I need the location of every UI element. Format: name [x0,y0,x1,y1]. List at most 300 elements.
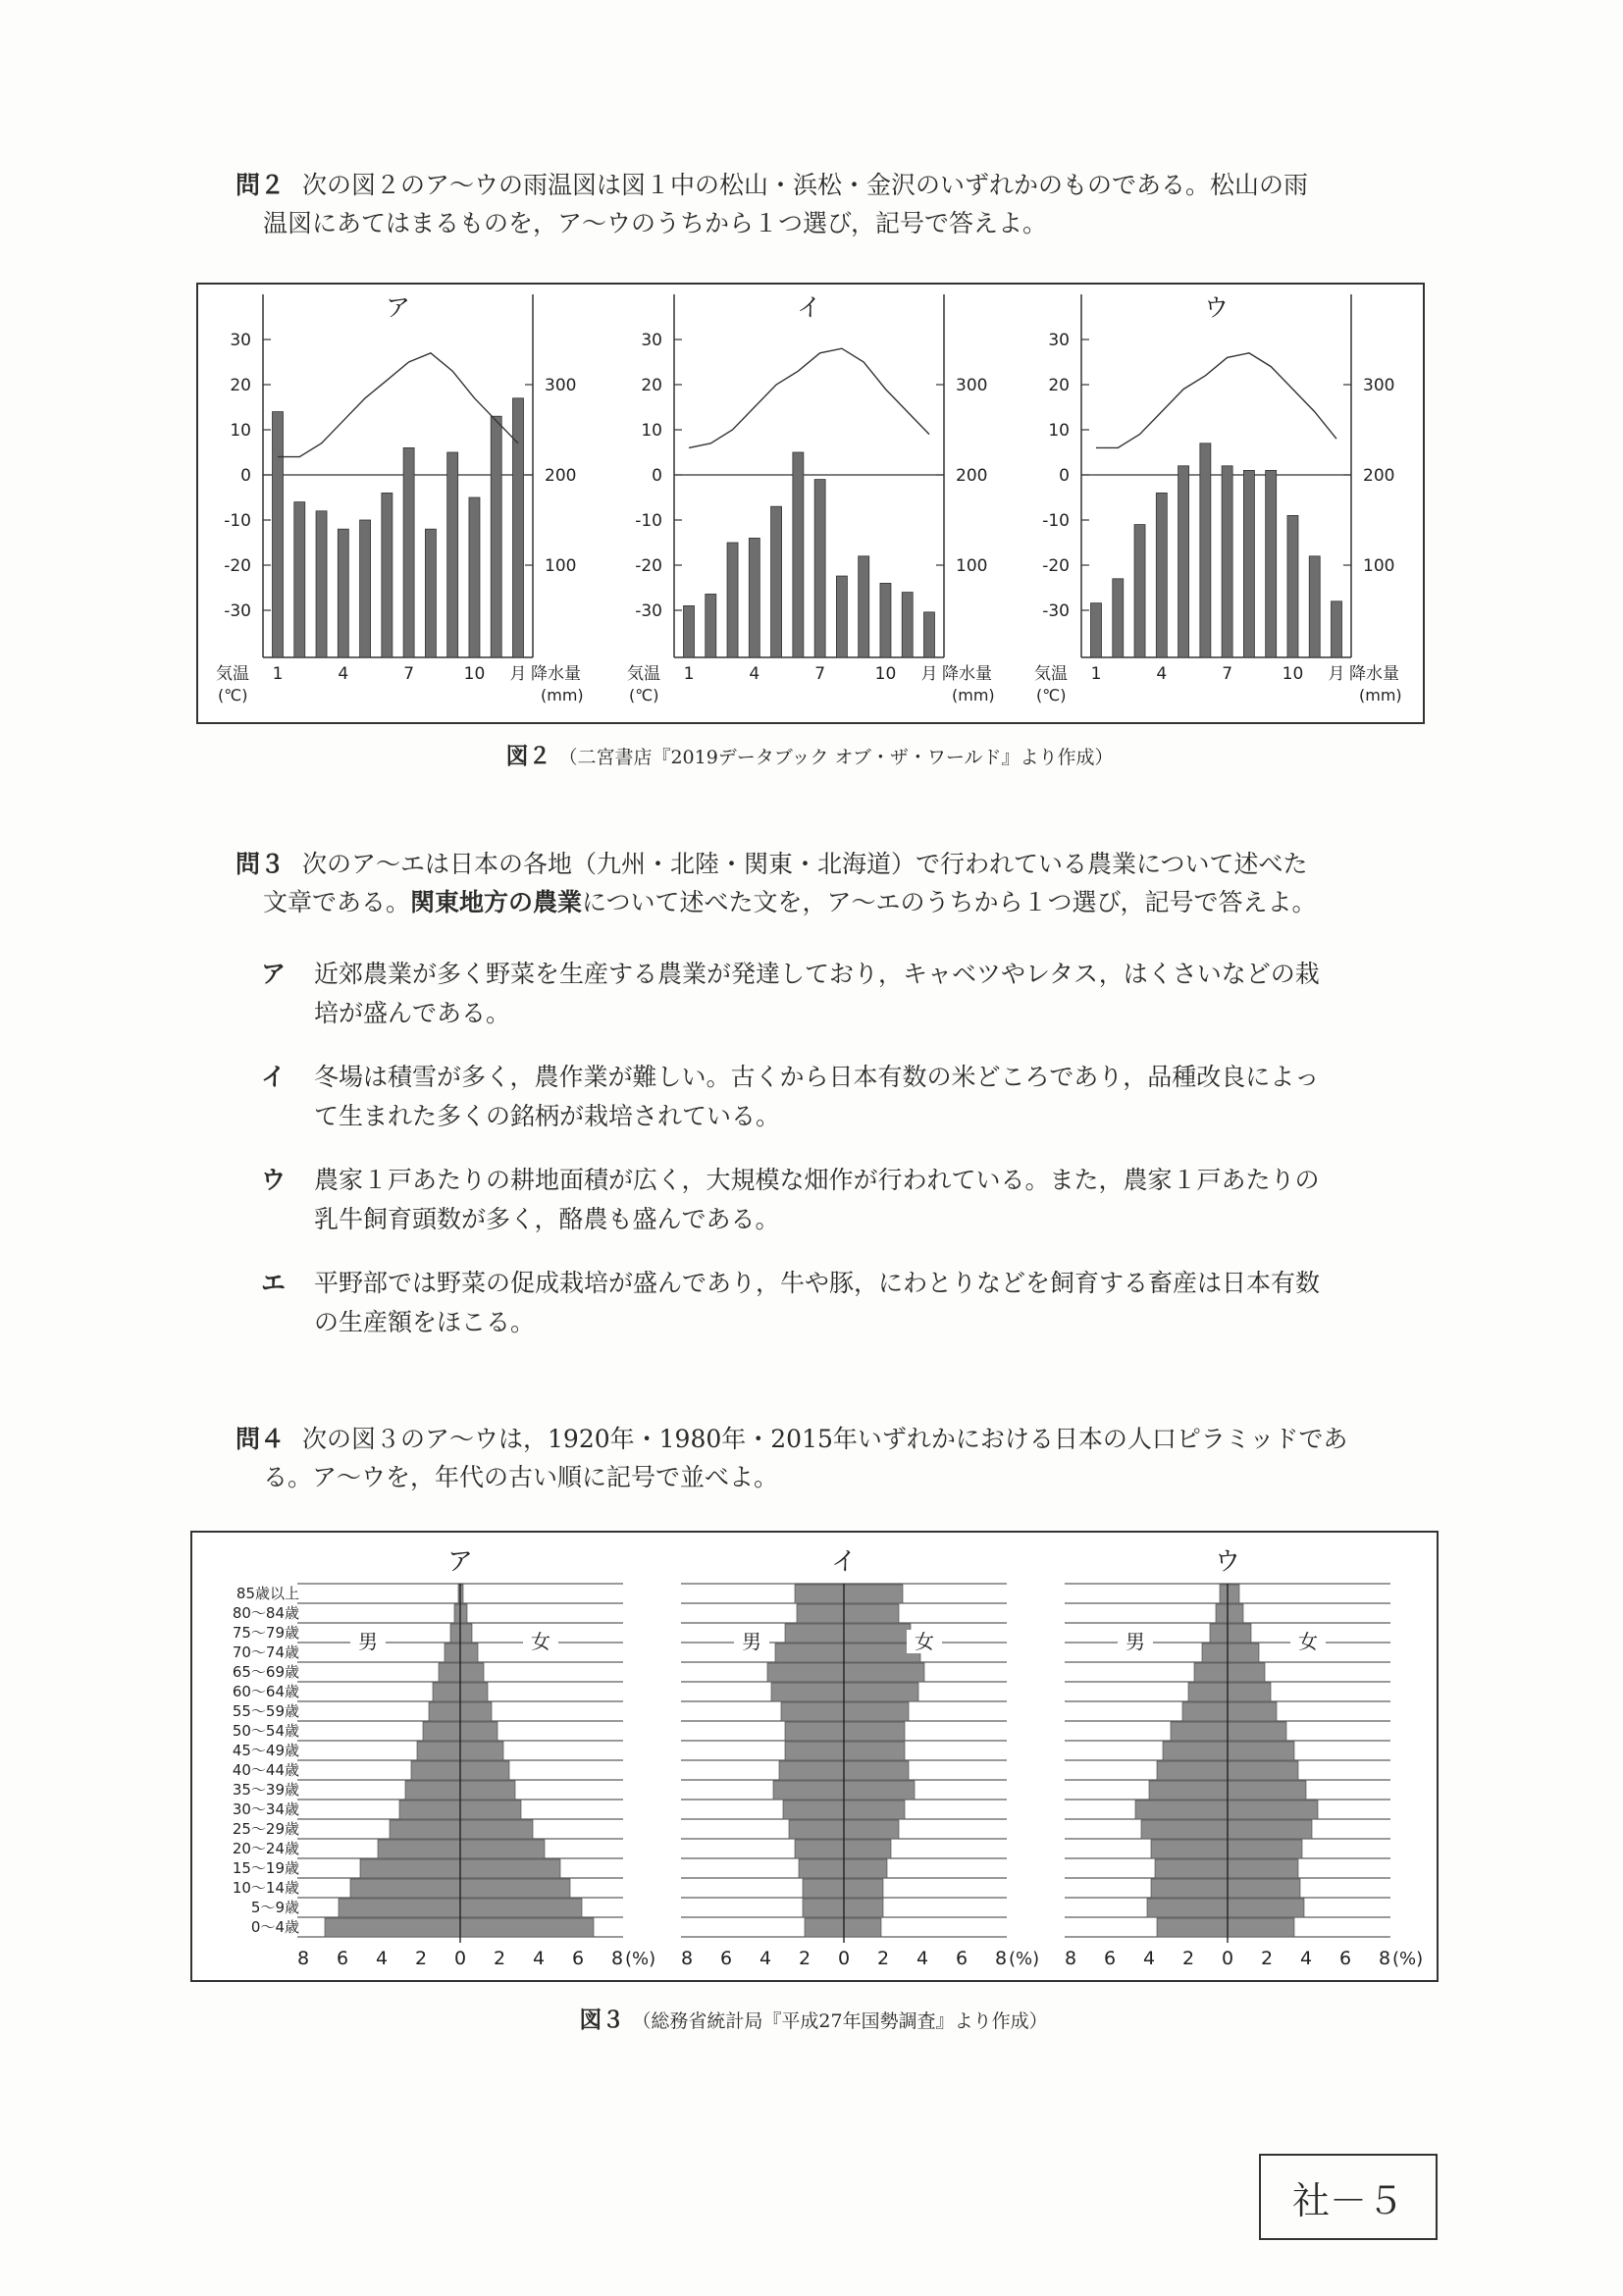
male-bar [1163,1742,1228,1760]
x-tick-label: 8 [680,1948,694,1969]
age-group-label: 55～59歳 [232,1702,299,1720]
male-bar [405,1781,460,1800]
population-pyramid-3 [1065,1547,1423,1969]
age-group-label: 10～14歳 [232,1879,299,1897]
female-bar [460,1820,533,1839]
month-tick-label: 1 [1090,664,1102,684]
male-bar [1194,1663,1228,1682]
temp-tick-label: -30 [224,601,251,621]
male-bar [1188,1683,1228,1701]
female-bar [1228,1840,1302,1858]
month-tick-label: 10 [874,664,897,684]
age-group-label: 25～29歳 [232,1820,299,1838]
precip-bar [749,538,759,657]
male-bar [795,1585,844,1603]
option-text: 農家１戸あたりの耕地面積が広く，大規模な畑作が行われている。また，農家１戸あたりの [314,1166,1320,1194]
figure-source: （二宮書店『2019データブック オブ・ザ・ワールド』より作成） [558,747,1114,768]
x-tick-label: 8 [296,1948,310,1969]
x-tick-label: 8 [1064,1948,1077,1969]
temp-tick-label: -10 [635,511,662,531]
male-bar [439,1663,460,1682]
age-group-label: 30～34歳 [232,1800,299,1818]
precip-bar [859,556,869,657]
age-group-label: 0～4歳 [250,1918,299,1936]
x-tick-label: 2 [1260,1948,1274,1969]
month-tick-label: 1 [683,664,695,684]
precip-bar [902,593,913,657]
male-bar [1135,1800,1228,1819]
x-tick-label: 6 [955,1948,969,1969]
temp-tick-label: -20 [635,556,662,576]
male-bar [789,1820,844,1839]
month-tick-label: 月 [920,664,938,684]
age-group-label: 35～39歳 [232,1781,299,1799]
precip-tick-label: 100 [1363,556,1395,576]
male-bar [1202,1644,1228,1662]
question-number: 問３ [236,850,286,878]
figure-label: 図２ [505,744,551,769]
age-group-label: 20～24歳 [232,1840,299,1857]
climate-chart-1 [216,293,584,704]
x-tick-label: 6 [1338,1948,1352,1969]
month-tick-label: 7 [814,664,826,684]
female-bar [460,1879,570,1898]
option-text: 冬場は積雪が多く，農作業が難しい。古くから日本有数の米どころであり，品種改良によっ [314,1063,1320,1091]
option-label: イ [261,1063,287,1091]
figure-3-caption [190,2002,1437,2034]
male-bar [779,1761,844,1780]
question-text-2c: について述べた文を，ア～エのうちから１つ選び，記号で答えよ。 [582,887,1317,916]
male-bar [411,1761,460,1780]
month-tick-label: 4 [1156,664,1168,684]
precip-bar [836,576,847,657]
x-tick-label: 2 [798,1948,812,1969]
male-bar [325,1918,460,1937]
x-tick-label: 4 [759,1948,772,1969]
x-tick-label: 6 [1103,1948,1117,1969]
male-label: 男 [1126,1630,1145,1653]
figure-2-caption [196,738,1423,770]
precip-axis-unit: (mm) [952,686,995,704]
precip-axis-unit: (mm) [541,686,584,704]
age-group-label: 5～9歳 [250,1899,299,1916]
female-bar [844,1840,891,1858]
chart-title: イ [796,293,822,322]
month-tick-label: 4 [338,664,349,684]
female-bar [1228,1722,1286,1741]
male-bar [1151,1879,1228,1898]
precip-bar [469,497,480,657]
precip-bar [684,605,695,657]
age-group-label: 70～74歳 [232,1644,299,1661]
age-group-label: 45～49歳 [232,1742,299,1759]
male-bar [773,1781,844,1800]
female-bar [460,1840,545,1858]
question-number: 問４ [236,1425,286,1453]
male-bar [445,1644,460,1662]
temperature-line [1096,353,1336,448]
figure-2 [196,283,1425,724]
age-group-label: 75～79歳 [232,1624,299,1642]
male-bar [803,1899,844,1917]
x-tick-label: 4 [916,1948,929,1969]
precip-axis-label: 降水量 [531,664,581,684]
precip-bar [1178,466,1189,657]
month-tick-label: 10 [463,664,486,684]
male-bar [390,1820,460,1839]
female-bar [1228,1742,1294,1760]
male-bar [781,1702,844,1721]
female-bar [460,1742,503,1760]
male-bar [1155,1859,1228,1878]
month-tick-label: 1 [272,664,284,684]
male-bar [1182,1702,1228,1721]
x-tick-label: 6 [571,1948,585,1969]
female-label: 女 [531,1630,550,1653]
question-text: 次の図２のア～ウの雨温図は図１中の松山・浜松・金沢のいずれかのものである。松山の雨 [302,171,1309,199]
option-text-cont: の生産額をほこる。 [314,1308,536,1336]
temp-tick-label: 20 [1048,376,1070,395]
precip-bar [1332,601,1342,657]
female-bar [1228,1918,1294,1937]
option-a [261,955,1439,1033]
precip-bar [924,612,935,657]
pyramid-title: イ [830,1547,858,1577]
pyramid-title: ウ [1214,1547,1241,1577]
x-tick-label: 2 [414,1948,428,1969]
temp-axis-label: 気温 [1034,664,1068,684]
age-group-label: 80～84歳 [232,1604,299,1622]
temp-tick-label: 30 [641,331,662,350]
male-bar [399,1800,460,1819]
precip-tick-label: 200 [956,466,988,486]
question-text-2: る。ア～ウを，年代の古い順に記号で並べよ。 [263,1462,779,1491]
precip-bar [1287,515,1298,657]
precip-bar [1156,493,1167,657]
temp-tick-label: 0 [240,466,251,486]
precip-tick-label: 300 [1363,376,1395,395]
precip-bar [1222,466,1232,657]
precip-bar [447,452,458,657]
x-tick-label: 8 [1378,1948,1391,1969]
option-text-cont: 乳牛飼育頭数が多く，酪農も盛んである。 [314,1205,780,1233]
x-tick-label: 8 [994,1948,1008,1969]
x-tick-label: 0 [453,1948,467,1969]
precip-bar [338,529,348,657]
temp-tick-label: -20 [1042,556,1070,576]
female-bar [1228,1859,1298,1878]
temp-axis-label: 気温 [627,664,660,684]
female-bar [460,1800,521,1819]
female-bar [460,1761,509,1780]
month-tick-label: 4 [749,664,760,684]
precip-bar [294,502,305,657]
age-group-label: 65～69歳 [232,1663,299,1681]
pct-label: (%) [625,1949,656,1969]
precip-bar [1113,579,1124,657]
temp-tick-label: 30 [1048,331,1070,350]
precip-bar [491,416,501,657]
male-bar [350,1879,460,1898]
age-group-label: 50～54歳 [232,1722,299,1740]
question-text-2: 温図にあてはまるものを，ア～ウのうちから１つ選び，記号で答えよ。 [263,208,1048,237]
female-bar [844,1663,924,1682]
month-tick-label: 7 [1222,664,1233,684]
female-bar [460,1663,484,1682]
x-tick-label: 4 [1299,1948,1313,1969]
female-bar [1228,1879,1300,1898]
temp-tick-label: 20 [230,376,251,395]
age-group-label: 40～44歳 [232,1761,299,1779]
male-bar [1171,1722,1228,1741]
female-bar [844,1899,883,1917]
female-label: 女 [915,1630,934,1653]
precip-bar [1243,470,1254,657]
temp-tick-label: 30 [230,331,251,350]
female-bar [1228,1702,1277,1721]
male-bar [783,1800,844,1819]
precip-tick-label: 100 [545,556,577,576]
pct-label: (%) [1392,1949,1424,1969]
option-label: ア [261,960,287,988]
male-bar [339,1899,460,1917]
male-bar [785,1624,844,1643]
page-number: 社－５ [1259,2154,1438,2240]
precip-bar [273,412,284,657]
option-e [261,1264,1439,1342]
question-text-2a: 文章である。 [263,887,411,916]
precip-axis-label: 降水量 [1349,664,1399,684]
male-label: 男 [742,1630,761,1653]
male-bar [799,1859,844,1878]
precip-bar [1091,603,1102,657]
x-tick-label: 6 [336,1948,349,1969]
option-text-cont: て生まれた多くの銘柄が栽培されている。 [314,1102,781,1130]
precip-axis-label: 降水量 [942,664,992,684]
male-bar [1149,1781,1228,1800]
age-group-label: 85歳以上 [236,1585,299,1602]
question-text: 次のア～エは日本の各地（九州・北陸・関東・北海道）で行われている農業について述べた [302,850,1308,878]
female-bar [844,1918,881,1937]
temp-axis-unit: (℃) [1036,686,1067,704]
male-bar [785,1742,844,1760]
female-bar [844,1702,909,1721]
temp-tick-label: 10 [641,421,662,441]
precip-bar [771,506,782,657]
x-tick-label: 2 [876,1948,890,1969]
male-bar [785,1722,844,1741]
option-text: 平野部では野菜の促成栽培が盛んであり，牛や豚，にわとりなどを飼育する畜産は日本有数 [314,1269,1321,1297]
temperature-line [689,348,929,447]
male-bar [1210,1624,1228,1643]
female-bar [1228,1663,1265,1682]
x-tick-label: 2 [493,1948,506,1969]
female-bar [1228,1761,1298,1780]
temp-tick-label: 20 [641,376,662,395]
figure-source: （総務省統計局『平成27年国勢調査』より作成） [632,2010,1048,2032]
female-bar [844,1742,905,1760]
precip-bar [316,511,327,657]
temp-tick-label: 0 [1059,466,1070,486]
temp-tick-label: -30 [1042,601,1070,621]
precip-bar [513,398,524,657]
question-text: 次の図３のア～ウは，1920年・1980年・2015年いずれかにおける日本の人口ピラミッドであ [302,1425,1348,1453]
female-bar [460,1702,492,1721]
female-bar [844,1800,905,1819]
female-bar [844,1879,883,1898]
male-bar [1157,1761,1228,1780]
female-bar [460,1604,467,1623]
precip-tick-label: 300 [956,376,988,395]
male-bar [803,1879,844,1898]
temp-tick-label: -30 [635,601,662,621]
male-bar [1157,1918,1228,1937]
precip-bar [382,493,393,657]
male-bar [775,1644,844,1662]
precip-tick-label: 100 [956,556,988,576]
female-bar [844,1722,905,1741]
month-tick-label: 10 [1282,664,1304,684]
female-bar [460,1644,478,1662]
precip-bar [793,452,804,657]
male-bar [797,1604,844,1623]
month-tick-label: 7 [403,664,415,684]
age-group-label: 15～19歳 [232,1859,299,1877]
question-3 [236,846,1442,922]
precip-bar [1200,444,1211,657]
x-tick-label: 8 [610,1948,624,1969]
female-bar [460,1722,497,1741]
temp-axis-label: 気温 [216,664,249,684]
precip-bar [1134,525,1145,657]
male-bar [1151,1840,1228,1858]
precip-bar [360,520,371,657]
female-bar [844,1781,915,1800]
female-bar [1228,1820,1312,1839]
x-tick-label: 4 [375,1948,389,1969]
female-bar [844,1604,899,1623]
option-label: ウ [261,1166,287,1194]
female-bar [844,1585,903,1603]
female-bar [460,1624,472,1643]
temp-tick-label: -20 [224,556,251,576]
age-group-label: 60～64歳 [232,1683,299,1700]
precip-bar [880,583,891,657]
precip-bar [403,447,414,657]
question-4 [236,1421,1442,1497]
female-bar [844,1624,911,1643]
chart-title: ウ [1203,293,1230,322]
female-bar [460,1899,582,1917]
female-bar [844,1859,887,1878]
x-tick-label: 6 [719,1948,733,1969]
month-tick-label: 月 [1328,664,1345,684]
temp-tick-label: -10 [224,511,251,531]
male-bar [1147,1899,1228,1917]
precip-axis-unit: (mm) [1359,686,1402,704]
female-bar [1228,1800,1318,1819]
option-u [261,1161,1439,1239]
x-tick-label: 2 [1181,1948,1195,1969]
precip-bar [1309,556,1320,657]
precip-bar [706,594,716,657]
figure-3 [190,1531,1439,1982]
chart-title: ア [385,293,411,322]
month-tick-label: 月 [509,664,527,684]
male-bar [450,1624,460,1643]
precip-bar [425,529,436,657]
question-2 [236,167,1442,243]
x-tick-label: 4 [1142,1948,1156,1969]
female-bar [1228,1899,1304,1917]
x-tick-label: 0 [1221,1948,1234,1969]
male-bar [417,1742,460,1760]
temp-tick-label: 0 [652,466,662,486]
male-bar [767,1663,844,1682]
temp-axis-unit: (℃) [218,686,248,704]
male-bar [795,1840,844,1858]
temp-tick-label: 10 [1048,421,1070,441]
precip-bar [727,543,738,657]
x-tick-label: 0 [837,1948,851,1969]
male-bar [423,1722,460,1741]
precip-tick-label: 200 [1363,466,1395,486]
option-text: 近郊農業が多く野菜を生産する農業が発達しており，キャベツやレタス，はくさいなどの栽 [314,960,1320,988]
x-tick-label: 4 [532,1948,546,1969]
population-pyramids [192,1533,1437,1980]
temp-tick-label: -10 [1042,511,1070,531]
climate-chart-2 [627,293,995,704]
male-bar [429,1702,460,1721]
female-bar [1228,1604,1243,1623]
male-label: 男 [358,1630,378,1653]
male-bar [433,1683,460,1701]
female-label: 女 [1298,1630,1318,1653]
male-bar [1141,1820,1228,1839]
female-bar [1228,1585,1239,1603]
precip-bar [814,480,825,657]
climate-chart-3 [1034,293,1402,704]
pyramid-title: ア [446,1547,474,1577]
female-bar [460,1859,560,1878]
male-bar [454,1604,460,1623]
question-emphasis: 関東地方の農業 [410,887,583,916]
question-number: 問２ [236,171,286,199]
climate-charts [198,285,1423,722]
temp-axis-unit: (℃) [629,686,659,704]
precip-tick-label: 200 [545,466,577,486]
figure-label: 図３ [579,2008,625,2033]
female-bar [1228,1644,1259,1662]
female-bar [1228,1624,1251,1643]
female-bar [1228,1781,1306,1800]
male-bar [378,1840,460,1858]
female-bar [460,1918,594,1937]
option-i [261,1058,1439,1136]
option-text-cont: 培が盛んである。 [314,999,511,1027]
option-label: エ [261,1269,287,1297]
male-bar [1216,1604,1228,1623]
female-bar [844,1683,918,1701]
male-bar [1220,1585,1228,1603]
population-pyramid-1 [233,1547,655,1969]
temperature-line [278,353,518,457]
female-bar [844,1820,899,1839]
female-bar [844,1761,909,1780]
population-pyramid-2 [681,1547,1039,1969]
male-bar [360,1859,460,1878]
precip-tick-label: 300 [545,376,577,395]
